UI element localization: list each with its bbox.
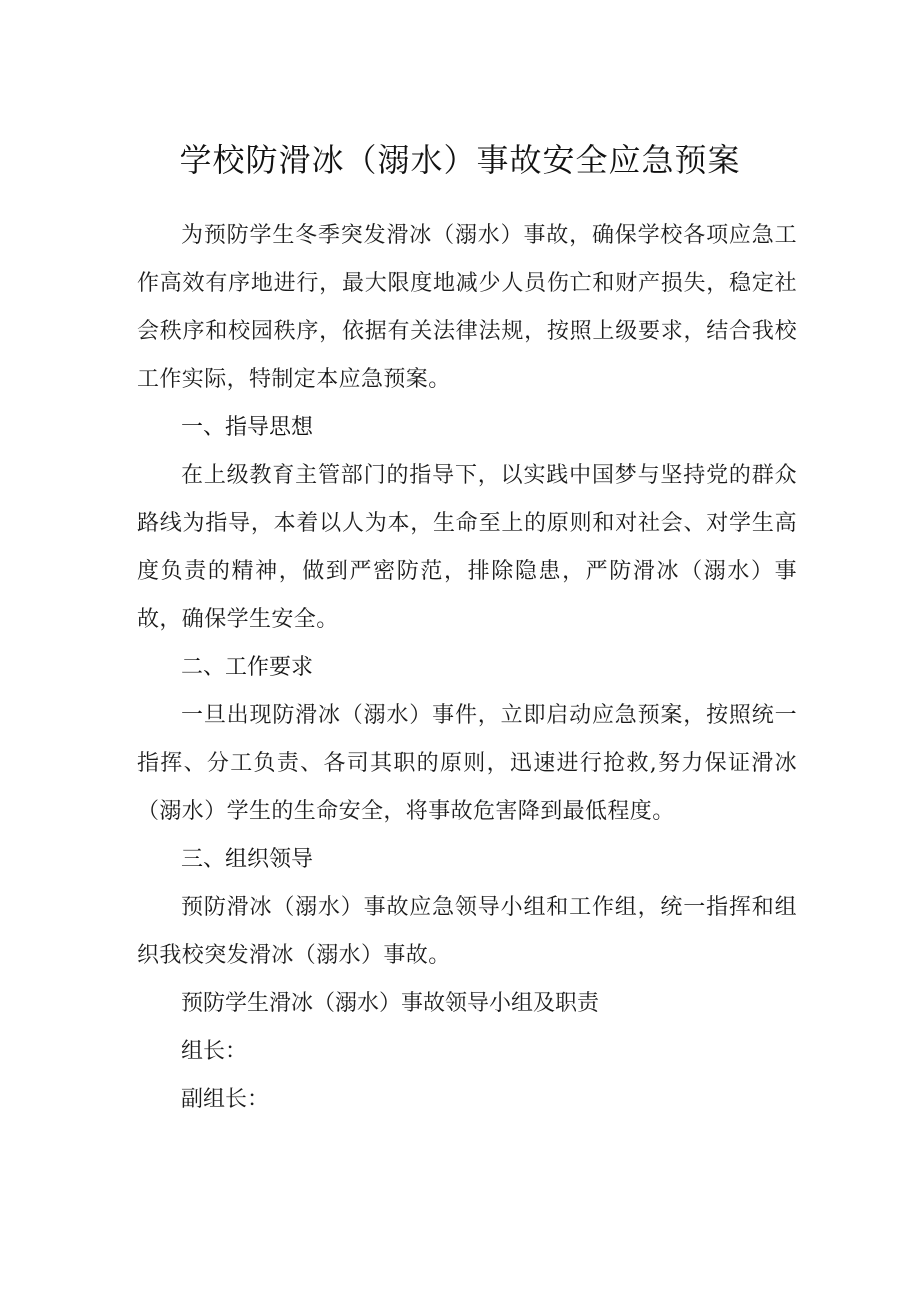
group-leader-label: 组长： <box>181 1039 248 1064</box>
section-work-requirements <box>137 644 797 836</box>
leadership-group-title: 预防学生滑冰（溺水）事故领导小组及职责 <box>181 991 600 1016</box>
section-paragraph: 一旦出现防滑冰（溺水）事件，立即启动应急预案，按照统一指挥、分工负责、各司其职的原则，迅速进行抢救,努力保证滑冰（溺水）学生的生命安全，将事故危害降到最低程度。 <box>137 703 797 824</box>
section-heading: 一、指导思想 <box>181 415 314 440</box>
intro-paragraph: 为预防学生冬季突发滑冰（溺水）事故，确保学校各项应急工作高效有序地进行，最大限度地减少人员伤亡和财产损失，稳定社会秩序和校园秩序，依据有关法律法规，按照上级要求，结合我校工作实际，特制定本应急预案。 <box>137 223 797 392</box>
document-title: 学校防滑冰（溺水）事故安全应急预案 <box>179 141 741 179</box>
section-paragraph: 在上级教育主管部门的指导下，以实践中国梦与坚持党的群众路线为指导，本着以人为本，生命至上的原则和对社会、对学生高度负责的精神，做到严密防范，排除隐患，严防滑冰（溺水）事故，确保学生安全。 <box>137 463 797 632</box>
section-paragraph: 预防滑冰（溺水）事故应急领导小组和工作组，统一指挥和组织我校突发滑冰（溺水）事故。 <box>137 895 797 968</box>
deputy-group-leader-label: 副组长： <box>181 1087 270 1112</box>
section-heading: 三、组织领导 <box>181 847 314 872</box>
section-guiding-ideology <box>137 404 797 644</box>
section-heading: 二、工作要求 <box>181 655 314 680</box>
section-organization-leadership <box>137 836 797 1124</box>
document-body <box>137 212 797 1124</box>
